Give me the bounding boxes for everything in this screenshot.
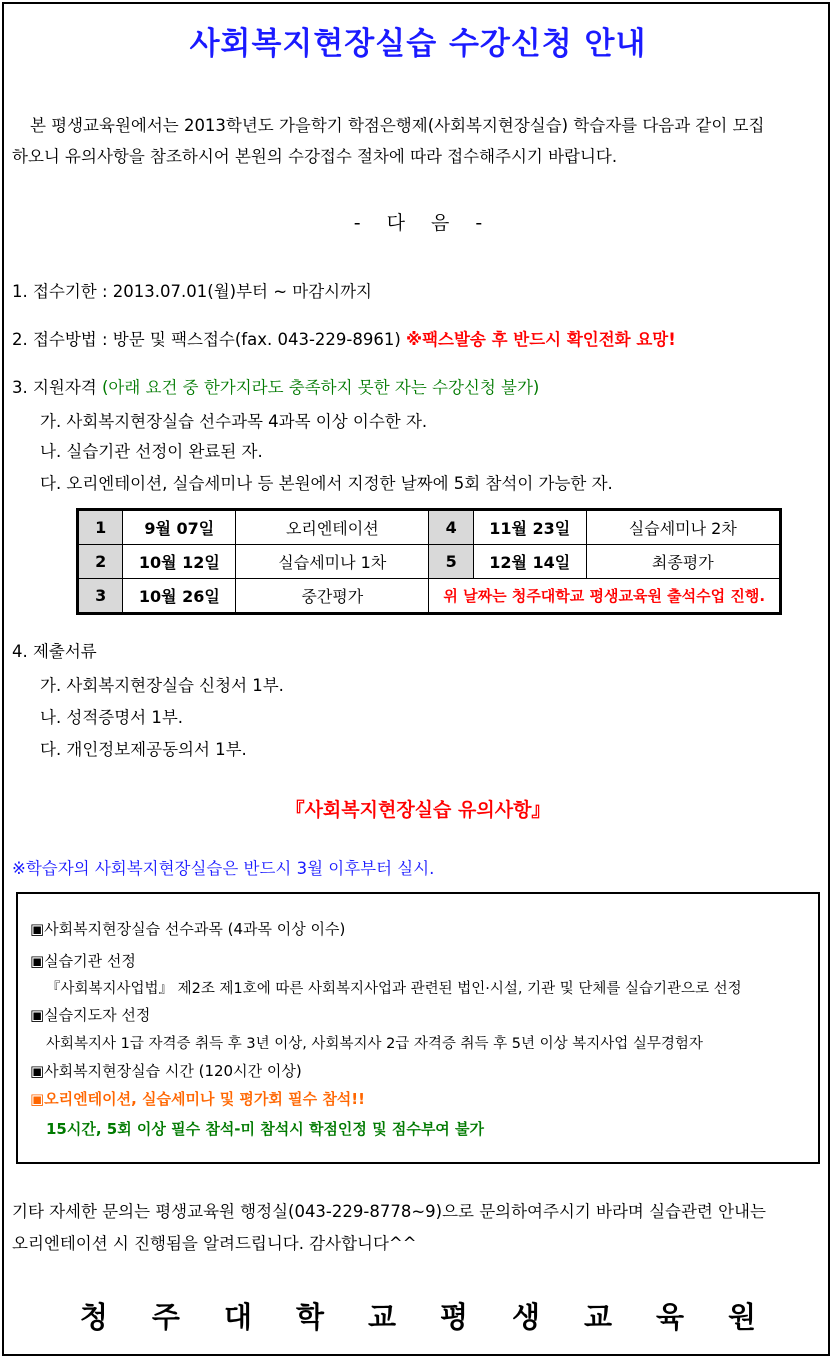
intro-line-1: 본 평생교육원에서는 2013학년도 가을학기 학점은행제(사회복지현장실습) 학습자를 다음과 같이 모집 xyxy=(30,116,765,135)
schedule-number: 4 xyxy=(429,510,473,545)
box-line-institution: ▣실습기관 선정 xyxy=(30,952,136,970)
documents-sub-3: 다. 개인정보제공동의서 1부. xyxy=(40,740,247,759)
box-line-institution-detail: 『사회복지사업법』 제2조 제1호에 따른 사회복지사업과 관련된 법인·시설, 기관 및 단체를 실습기관으로 선정 xyxy=(46,981,742,997)
item-documents: 4. 제출서류 xyxy=(12,642,97,661)
qualification-note: (아래 요건 중 한가지라도 충족하지 못한 자는 수강신청 불가) xyxy=(102,378,540,397)
caution-note: ※학습자의 사회복지현장실습은 반드시 3월 이후부터 실시. xyxy=(12,859,435,878)
schedule-event: 실습세미나 1차 xyxy=(236,545,429,579)
schedule-notice: 위 날짜는 청주대학교 평생교육원 출석수업 진행. xyxy=(429,579,781,614)
intro-line-2: 하오니 유의사항을 참조하시어 본원의 수강접수 절차에 따라 접수해주시기 바랍니다. xyxy=(12,147,618,166)
box-line-supervisor: ▣실습지도자 선정 xyxy=(30,1006,151,1024)
item-qualification-label: 3. 지원자격 xyxy=(12,378,97,397)
item-qualification xyxy=(12,374,539,398)
schedule-number: 5 xyxy=(429,545,473,579)
item-method-label: 2. 접수방법 : 방문 및 팩스접수(fax. 043-229-8961) xyxy=(12,330,401,349)
box-line-supervisor-detail: 사회복지사 1급 자격증 취득 후 3년 이상, 사회복지사 2급 자격증 취득 후 5년 이상 복지사업 실무경험자 xyxy=(46,1036,703,1052)
table-row xyxy=(78,510,781,545)
intro-paragraph xyxy=(12,110,820,172)
item-method xyxy=(12,326,676,350)
schedule-date: 9월 07일 xyxy=(123,510,236,545)
footer-paragraph xyxy=(12,1196,820,1260)
item-deadline: 1. 접수기한 : 2013.07.01(월)부터 ~ 마감시까지 xyxy=(12,282,372,301)
qualification-sub-1: 가. 사회복지현장실습 선수과목 4과목 이상 이수한 자. xyxy=(40,412,428,431)
section-divider: - 다 음 - xyxy=(353,212,483,234)
footer-line-2: 오리엔테이션 시 진행됨을 알려드립니다. 감사합니다^^ xyxy=(12,1234,417,1253)
box-line-hours: ▣사회복지현장실습 시간 (120시간 이상) xyxy=(30,1062,302,1080)
schedule-date: 11월 23일 xyxy=(473,510,586,545)
schedule-number: 3 xyxy=(78,579,123,614)
caution-title: 『사회복지현장실습 유의사항』 xyxy=(285,799,551,821)
schedule-event: 중간평가 xyxy=(236,579,429,614)
schedule-event: 실습세미나 2차 xyxy=(586,510,780,545)
schedule-table xyxy=(76,508,782,615)
box-line-attendance: ▣오리엔테이션, 실습세미나 및 평가회 필수 참석!! xyxy=(30,1090,365,1108)
table-row xyxy=(78,579,781,614)
schedule-event: 최종평가 xyxy=(586,545,780,579)
qualification-sub-2: 나. 실습기관 선정이 완료된 자. xyxy=(40,442,263,461)
schedule-date: 10월 12일 xyxy=(123,545,236,579)
documents-sub-1: 가. 사회복지현장실습 신청서 1부. xyxy=(40,676,284,695)
footer-line-1: 기타 자세한 문의는 평생교육원 행정실(043-229-8778~9)으로 문의하여주시기 바라며 실습관련 안내는 xyxy=(12,1202,766,1221)
qualification-sub-3: 다. 오리엔테이션, 실습세미나 등 본원에서 지정한 날짜에 5회 참석이 가능한 자. xyxy=(40,474,613,493)
institution-signature: 청주대학교평생교육원 xyxy=(79,1300,801,1334)
schedule-event: 오리엔테이션 xyxy=(236,510,429,545)
page-title: 사회복지현장실습 수강신청 안내 xyxy=(189,26,647,62)
schedule-number: 2 xyxy=(78,545,123,579)
fax-warning: ※팩스발송 후 반드시 확인전화 요망! xyxy=(406,330,676,349)
caution-box xyxy=(16,892,820,1164)
table-row xyxy=(78,545,781,579)
box-line-prerequisite: ▣사회복지현장실습 선수과목 (4과목 이상 이수) xyxy=(30,920,346,938)
documents-sub-2: 나. 성적증명서 1부. xyxy=(40,708,184,727)
schedule-date: 12월 14일 xyxy=(473,545,586,579)
schedule-number: 1 xyxy=(78,510,123,545)
schedule-date: 10월 26일 xyxy=(123,579,236,614)
box-line-attendance-detail: 15시간, 5회 이상 필수 참석-미 참석시 학점인정 및 점수부여 불가 xyxy=(46,1120,484,1138)
